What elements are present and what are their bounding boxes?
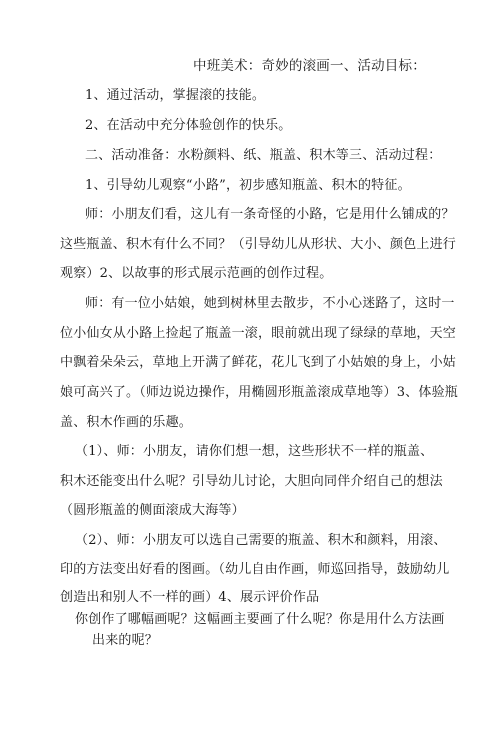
text-line: 位小仙女从小路上捡起了瓶盖一滚，眼前就出现了绿绿的草地，天空 — [60, 326, 457, 341]
text-line: （2）、师：小朋友可以选自己需要的瓶盖、积木和颜料，用滚、 — [75, 533, 447, 548]
text-line: 盖、积木作画的乐趣。 — [60, 415, 193, 430]
text-line: （圆形瓶盖的侧面滚成大海等） — [60, 503, 245, 518]
text-line: 出来的呢？ — [92, 633, 159, 648]
text-line: 1、引导幼儿观察“小路”，初步感知瓶盖、积木的特征。 — [85, 178, 411, 193]
document-title: 中班美术：奇妙的滚画一、活动目标： — [193, 58, 426, 74]
text-line: 师：有一位小姑娘，她到树林里去散步，不小心迷路了，这时一 — [85, 296, 455, 311]
text-line: 2、在活动中充分体验创作的快乐。 — [85, 118, 292, 133]
text-line: 二、活动准备：水粉颜料、纸、瓶盖、积木等三、活动过程： — [85, 148, 442, 163]
text-line: 创造出和别人不一样的画）4、展示评价作品 — [60, 590, 320, 605]
text-line: （1）、师：小朋友，请你们想一想，这些形状不一样的瓶盖、 — [75, 444, 434, 459]
text-line: 这些瓶盖、积木有什么不同？（引导幼儿从形状、大小、颜色上进行 — [60, 237, 457, 252]
text-line: 你创作了哪幅画呢？这幅画主要画了什么呢？你是用什么方法画 — [75, 612, 445, 627]
text-line: 1、通过活动，掌握滚的技能。 — [85, 88, 266, 103]
text-line: 积木还能变出什么呢？引导幼儿讨论，大胆向同伴介绍自己的想法 — [60, 474, 443, 489]
text-line: 中飘着朵朵云，草地上开满了鲜花，花儿飞到了小姑娘的身上，小姑 — [60, 355, 457, 370]
text-line: 师：小朋友们看，这儿有一条奇怪的小路，它是用什么铺成的？ — [85, 207, 455, 222]
text-line: 观察）2、以故事的形式展示范画的创作过程。 — [60, 266, 333, 281]
text-line: 娘可高兴了。（师边说边操作，用椭圆形瓶盖滚成草地等）3、体验瓶 — [60, 385, 458, 400]
text-line: 印的方法变出好看的图画。（幼儿自由作画，师巡回指导，鼓励幼儿 — [60, 562, 450, 577]
